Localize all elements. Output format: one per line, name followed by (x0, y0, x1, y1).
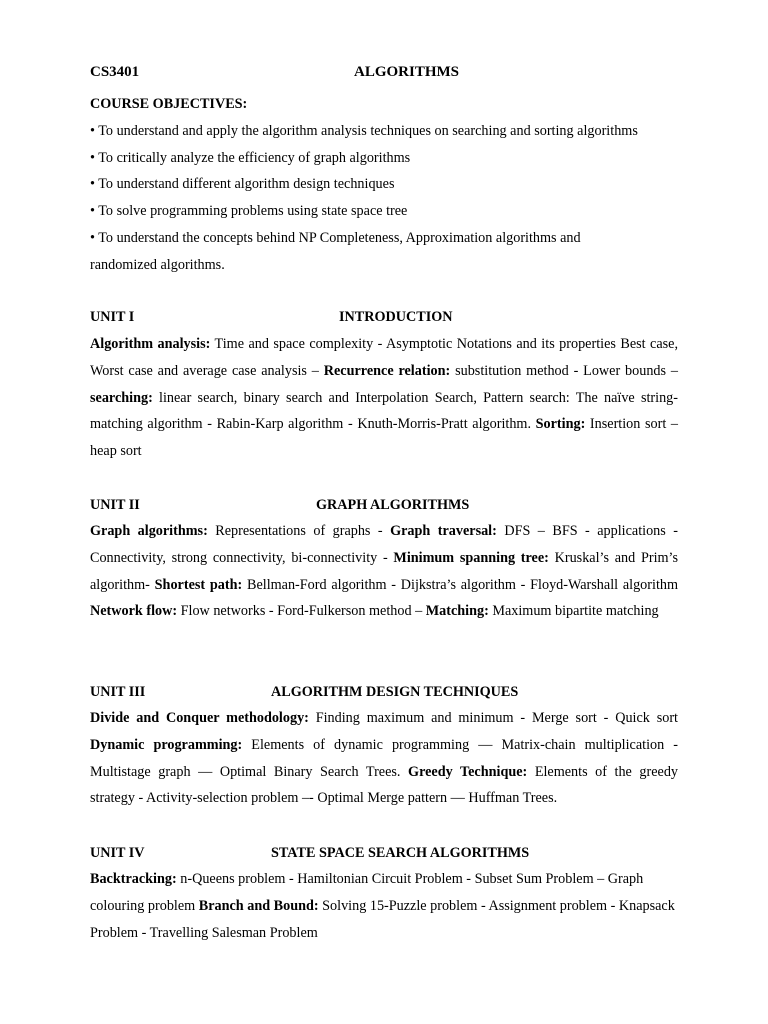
unit-3-content (90, 705, 678, 812)
objectives-heading: COURSE OBJECTIVES: (90, 96, 248, 112)
objective-item: • To understand the concepts behind NP Completeness, Approximation algorithms and randomized algorithms. (90, 229, 581, 273)
unit-number: UNIT IV (90, 845, 145, 861)
topic-text: Maximum bipartite matching (488, 603, 659, 620)
unit-number: UNIT II (90, 497, 140, 513)
topic-text: Solving 15-Puzzle problem - Assignment problem - Knapsack Problem - Travelling Salesman Problem (90, 897, 675, 941)
unit-3-header (90, 684, 678, 704)
unit-title: STATE SPACE SEARCH ALGORITHMS (271, 845, 530, 861)
topic-text: n-Queens problem - Hamiltonian Circuit Problem - Subset Sum Problem – Graph colouring problem (90, 871, 644, 914)
unit-number: UNIT III (90, 684, 146, 700)
topic-text: Insertion sort – heap sort (90, 416, 678, 460)
unit-4-header (90, 845, 678, 865)
unit-title: GRAPH ALGORITHMS (316, 497, 470, 513)
topic-text: Flow networks - Ford-Fulkerson method – (177, 603, 426, 620)
objective-item: • To understand and apply the algorithm analysis techniques on searching and sorting algorithms (90, 122, 638, 139)
topic-text: DFS – BFS - applications - Connectivity, strong connectivity, bi-connectivity - (90, 523, 678, 566)
topic-label: Greedy Technique: (408, 763, 528, 780)
topic-label: Graph algorithms: (90, 523, 208, 539)
unit-2-header (90, 497, 678, 517)
unit-number: UNIT I (90, 309, 135, 325)
course-code: CS3401 (90, 64, 140, 80)
objective-item: • To understand different algorithm design techniques (90, 176, 395, 193)
unit-body (90, 331, 678, 465)
objective-item: • To critically analyze the efficiency of graph algorithms (90, 149, 411, 166)
topic-label: Branch and Bound: (198, 897, 319, 914)
topic-label: Network flow: (90, 603, 178, 620)
topic-label: Sorting: (535, 416, 586, 433)
objectives-section (90, 91, 678, 279)
topic-text: Bellman-Ford algorithm - Dijkstra’s algorithm - Floyd-Warshall algorithm (242, 576, 679, 593)
topic-label: Recurrence relation: (323, 362, 451, 379)
course-header (90, 64, 678, 86)
unit-title: INTRODUCTION (339, 309, 453, 325)
topic-label: Dynamic programming: (90, 736, 243, 753)
unit-body (90, 518, 678, 625)
topic-label: Backtracking: (90, 871, 177, 887)
objective-item: • To solve programming problems using state space tree (90, 203, 408, 220)
topic-text: Kruskal’s and Prim’s algorithm- (90, 549, 679, 593)
topic-label: Divide and Conquer methodology: (90, 710, 309, 726)
course-title: ALGORITHMS (354, 64, 460, 80)
unit-2-content (90, 518, 678, 625)
topic-text: Finding maximum and minimum - Merge sort - Quick sort (308, 710, 678, 726)
topic-label: Graph traversal: (390, 523, 497, 539)
unit-body (90, 866, 678, 946)
topic-label: Shortest path: (154, 576, 243, 593)
topic-label: searching: (90, 389, 153, 406)
topic-text: Elements of dynamic programming — Matrix-chain multiplication - Multistage graph — Optimal Binary Search Trees. (90, 736, 678, 780)
topic-text: Time and space complexity - Asymptotic Notations and its properties Best case, Worst case and average case analysis – (90, 336, 679, 379)
topic-text: linear search, binary search and Interpolation Search, Pattern search: The naïve string- matching algorithm - Rabin-Karp algorithm - Knuth-Morris-Pratt algorithm. (90, 389, 678, 433)
topic-label: Minimum spanning tree: (393, 549, 549, 566)
topic-label: Algorithm analysis: (90, 336, 211, 352)
topic-text: Representations of graphs - (207, 523, 391, 539)
topic-text: Elements of the greedy strategy - Activity-selection problem –- Optimal Merge pattern — Huffman Trees. (90, 763, 679, 807)
unit-body (90, 705, 678, 812)
unit-4-content (90, 866, 678, 946)
unit-title: ALGORITHM DESIGN TECHNIQUES (271, 684, 519, 700)
unit-1-header (90, 309, 678, 329)
unit-1-content (90, 331, 678, 465)
topic-text: substitution method - Lower bounds – (450, 362, 678, 379)
topic-label: Matching: (425, 603, 489, 620)
